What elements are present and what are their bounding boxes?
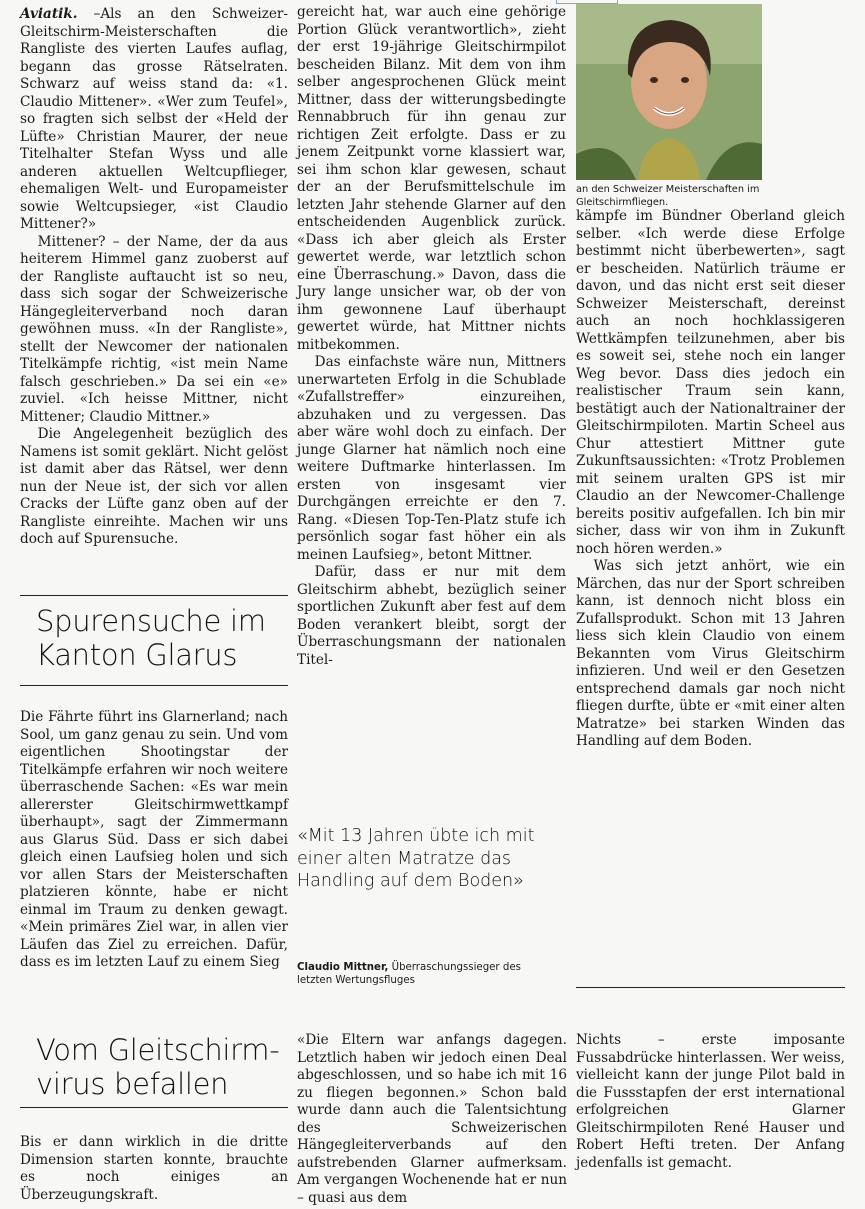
bottom-column-3 — [576, 1032, 845, 1172]
paragraph: Die Fährte führt ins Glarnerland; nach Sool, um ganz genau zu sein. Und vom eigentlichen Shootingstar der Titelkämpfe erfahren wir noch weitere überraschende Sachen: «Es war mein allererster Gleitschirmwettkampf überhaupt», sagt der Zimmermann aus Glarus Süd. Dass er sich dabei gleich einen Laufsieg holen und sich vor allen Stars der Meisterschaften platzieren könnte, habe er nicht einmal im Traum zu denken gewagt. «Mein primäres Ziel war, in allen vier Läufen das Ziel zu erreichen. Dafür, dass es im letzten Lauf zu einem Sieg — [20, 709, 288, 970]
article-column-1-continued — [20, 709, 288, 972]
divider — [20, 685, 288, 686]
paragraph: Was sich jetzt anhört, wie ein Märchen, das nur der Sport schreiben kann, ist dennoch nicht bloss ein Zufallsprodukt. Schon mit 13 Jahren liess sich klein Claudio von einem Bekannten vom Virus Gleitschirm infizieren. Und weil er den Gesetzen entsprechend damals gar noch nicht fliegen durfte, übte er «mit einer alten Matratze» bei starken Winden das Handling auf dem Boden. — [576, 558, 845, 749]
divider — [20, 595, 288, 596]
bottom-column-2 — [297, 1032, 567, 1207]
pull-quote: «Mit 13 Jahren übte ich mit einer alten Matratze das Handling auf dem Boden» — [297, 826, 535, 891]
bottom-column-1 — [20, 1134, 288, 1204]
paragraph: Bis er dann wirklich in die dritte Dimension starten konnte, brauchte es noch einiges an Überzeugungskraft. — [20, 1134, 288, 1203]
pull-quote-attribution — [297, 961, 557, 987]
subheading-gleitschirmvirus: Vom Gleitschirm-virus befallen — [36, 1033, 280, 1101]
article-column-3 — [576, 208, 845, 751]
subheading-spurensuche: Spurensuche im Kanton Glarus — [36, 604, 266, 672]
portrait-photo — [576, 4, 762, 180]
paragraph: Das einfachste wäre nun, Mittners unerwarteten Erfolg in die Schublade «Zufallstreffer» einzureihen, abzuhaken und zu vergessen. Das aber wäre wohl doch zu einfach. Der junge Glarner hat nämlich noch eine weitere Duftmarke hinterlassen. Im ersten von insgesamt vier Durchgängen erreichte er den 7. Rang. «Diesen Top-Ten-Platz stufe ich persönlich sogar fast höher ein als meinen Laufsieg», betont Mittner. — [297, 354, 566, 563]
portrait-image — [576, 4, 762, 180]
paragraph: gereicht hat, war auch eine gehörige Portion Glück verantwortlich», zieht der erst 19-jährige Gleitschirmpilot bescheiden Bilanz. Mit dem von ihm selber angesprochenen Glück meint Mittner, dass der witterungsbedingte Rennabbruch für ihn genau zur richtigen Zeit erfolgte. Dass er zu jenem Zeitpunkt vorne klassiert war, sei ihm schon klar gewesen, schaut der an der Berufsmittelschule im letzten Jahr stehende Glarner auf den entscheidenden Augenblick zurück. «Dass ich aber gleich als Erster gewertet werde, war letztlich schon eine Überraschung.» Davon, dass die Jury lange unsicher war, ob der von ihm gewonnene Lauf überhaupt gewertet würde, hat Mittner nichts mitbekommen. — [297, 4, 566, 353]
divider — [20, 1107, 288, 1108]
quote-role: Überraschungssieger des letzten Wertungsfluges — [297, 962, 521, 986]
article-column-2 — [297, 4, 566, 669]
paragraph: «Die Eltern war anfangs dagegen. Letztlich haben wir jedoch einen Deal abgeschlossen, und so habe ich mit 16 zu fliegen begonnen.» Schon bald wurde dann auch die Talentsichtung des Schweizerischen Hängegleiterverbands auf den aufstrebenden Glarner aufmerksam. Am vergangen Wochenende hat er nun – quasi aus dem — [297, 1032, 567, 1206]
photo-caption: an den Schweizer Meisterschaften im Gleitschirmfliegen. — [576, 184, 760, 208]
paragraph: Die Angelegenheit bezüglich des Namens ist somit geklärt. Nicht gelöst ist damit aber das Rätsel, wer denn nun der Neue ist, der sich vor allen Cracks der Lüfte ganz oben auf der Rangliste einreihte. Machen wir uns doch auf Spurensuche. — [20, 426, 288, 547]
paragraph: Mittener? – der Name, der da aus heiterem Himmel ganz zuoberst auf der Rangliste auftaucht ist so neu, dass sich sogar der Schweizerische Hängegleiterverband noch daran gewöhnen muss. «In der Rangliste», stellt der Newcomer der nationalen Titelkämpfe richtig, «ist mein Name falsch geschrieben.» Da sei ein «e» zuviel. «Ich heisse Mittner, nicht Mittener; Claudio Mittner.» — [20, 233, 288, 425]
paragraph-intro — [20, 6, 288, 234]
article-column-1 — [20, 6, 288, 549]
paragraph: kämpfe im Bündner Oberland gleich selber. «Ich werde diese Erfolge bestimmt nicht überbewerten», sagt er bescheiden. Natürlich träume er davon, und das nicht erst seit dieser Schweizer Meisterschaft, dereinst auch an noch hochklassigeren Wettkämpfen teilzunehmen, aber bis es soweit sei, stehe noch ein langer Weg bevor. Dass dies jedoch ein realistischer Traum sein kann, bestätigt auch der Nationaltrainer der Gleitschirmpiloten. Martin Scheel aus Chur attestiert Mittner gute Zukunftsaussichten: «Trotz Problemen mit seinem uralten GPS ist mir Claudio an der Newcomer-Challenge bereits positiv aufgefallen. Ich bin mir sicher, dass wir von ihm in Zukunft noch hören werden.» — [576, 208, 845, 557]
paragraph: Nichts – erste imposante Fussabdrücke hinterlassen. Wer weiss, vielleicht kann der junge Pilot bald in die Fussstapfen der erst international erfolgreichen Glarner Gleitschirmpiloten René Hauser und Robert Hefti treten. Der Anfang jedenfalls ist gemacht. — [576, 1032, 845, 1171]
intro-text: –Als an den Schweizer-Gleitschirm-Meisterschaften die Rangliste des vierten Laufes auflag, begann das grosse Rätselraten. Schwarz auf weiss stand da: «1. Claudio Mittener». «Wer zum Teufel», so fragten sich selbst der «Held der Lüfte» Christian Maurer, der neue Titelhalter Stefan Wyss und alle anderen aktuellen Weltcupflieger, ehemaligen Welt- und Europameister sowie Weltcupsieger, «ist Claudio Mittener?» — [20, 6, 288, 232]
divider — [576, 987, 845, 988]
quote-name: Claudio Mittner, — [297, 962, 389, 973]
dateline: Aviatik. — [20, 6, 78, 22]
paragraph: Dafür, dass er nur mit dem Gleitschirm abhebt, bezüglich seiner sportlichen Zukunft aber fest auf dem Boden verankert bleibt, sorgt der Überraschungsmann der nationalen Titel- — [297, 564, 566, 668]
